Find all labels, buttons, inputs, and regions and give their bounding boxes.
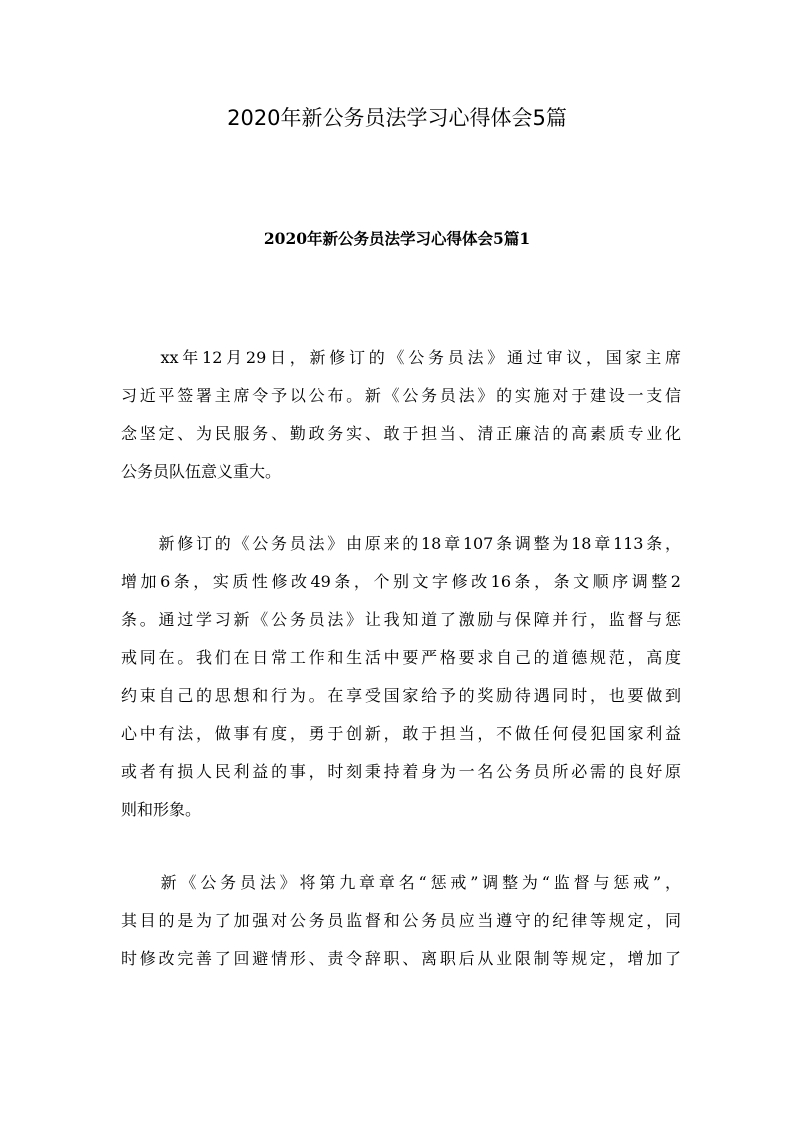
paragraph-line: 心中有法，做事有度，勇于创新，敢于担当，不做任何侵犯国家利益 bbox=[121, 724, 681, 743]
paragraph-3 bbox=[121, 864, 681, 978]
document-title: 2020年新公务员法学习心得体会5篇 bbox=[227, 106, 567, 130]
paragraph-line: 增加6条，实质性修改49条，个别文字修改16条，条文顺序调整2 bbox=[121, 572, 681, 591]
paragraph-line: 约束自己的思想和行为。在享受国家给予的奖励待遇同时，也要做到 bbox=[121, 686, 681, 705]
paragraph-line: 则和形象。 bbox=[121, 800, 202, 819]
paragraph-line: xx年12月29日，新修订的《公务员法》通过审议，国家主席 bbox=[121, 348, 681, 367]
paragraph-line: 或者有损人民利益的事，时刻秉持着身为一名公务员所必需的良好原 bbox=[121, 762, 681, 781]
paragraph-line: 戒同在。我们在日常工作和生活中要严格要求自己的道德规范，高度 bbox=[121, 648, 681, 667]
section-heading: 2020年新公务员法学习心得体会5篇1 bbox=[263, 229, 531, 248]
paragraph-1 bbox=[121, 339, 681, 491]
paragraph-line: 时修改完善了回避情形、责令辞职、离职后从业限制等规定，增加了 bbox=[121, 949, 681, 968]
paragraph-line: 新修订的《公务员法》由原来的18章107条调整为18章113条， bbox=[121, 534, 681, 553]
paragraph-line: 习近平签署主席令予以公布。新《公务员法》的实施对于建设一支信 bbox=[121, 386, 681, 405]
paragraph-line: 念坚定、为民服务、勤政务实、敢于担当、清正廉洁的高素质专业化 bbox=[121, 424, 681, 443]
paragraph-line: 公务员队伍意义重大。 bbox=[121, 462, 282, 481]
paragraph-2 bbox=[121, 525, 681, 829]
paragraph-line: 条。通过学习新《公务员法》让我知道了激励与保障并行，监督与惩 bbox=[121, 610, 681, 629]
paragraph-line: 其目的是为了加强对公务员监督和公务员应当遵守的纪律等规定，同 bbox=[121, 911, 681, 930]
paragraph-line: 新《公务员法》将第九章章名“惩戒”调整为“监督与惩戒”， bbox=[121, 873, 681, 892]
